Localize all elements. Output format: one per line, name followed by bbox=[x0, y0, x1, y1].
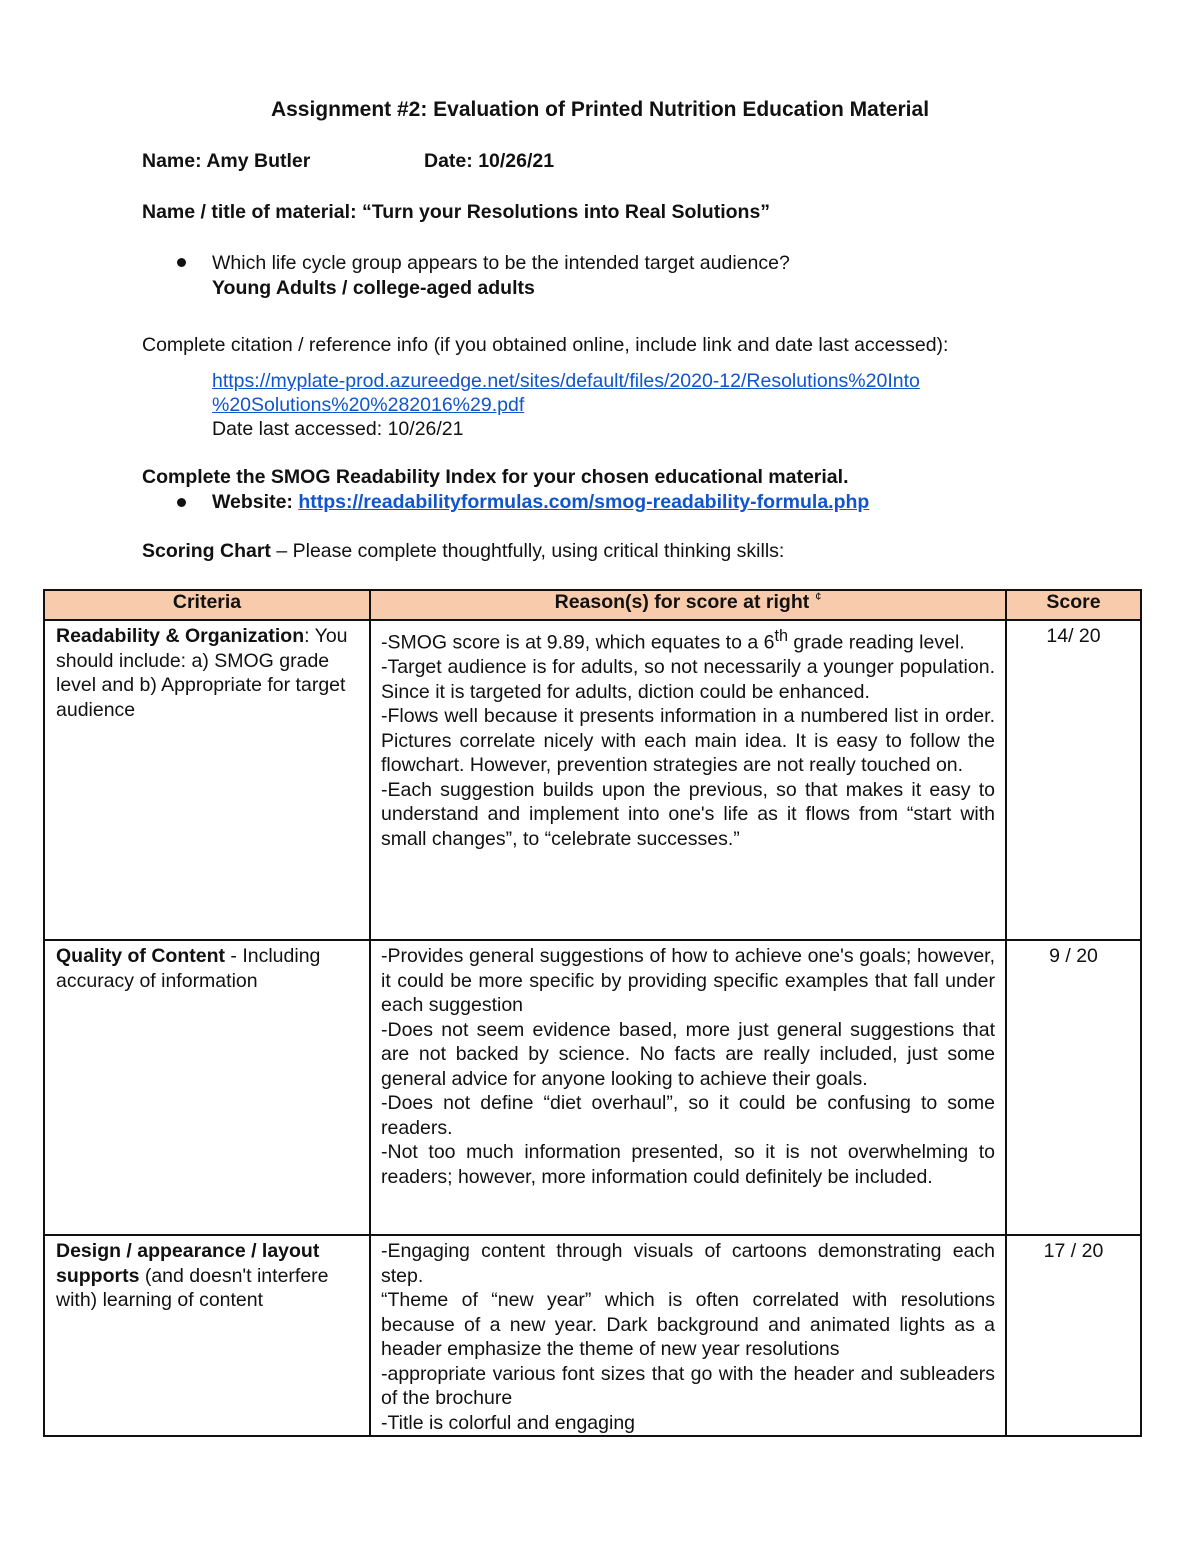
date-label: Date: bbox=[424, 150, 473, 172]
criteria-cell bbox=[44, 940, 370, 1235]
score-cell: 17 / 20 bbox=[1006, 1235, 1141, 1436]
score-cell: 9 / 20 bbox=[1006, 940, 1141, 1235]
smog-heading: Complete the SMOG Readability Index for your chosen educational material. bbox=[142, 466, 849, 488]
reason-item: -Engaging content through visuals of cartoons demonstrating each step. bbox=[381, 1240, 995, 1287]
material-label: Name / title of material: bbox=[142, 201, 357, 223]
criteria-title: Readability & Organization bbox=[56, 625, 305, 647]
material-line bbox=[142, 201, 770, 224]
date-field bbox=[424, 150, 554, 173]
audience-block bbox=[212, 251, 790, 301]
scoring-instructions: – Please complete thoughtfully, using critical thinking skills: bbox=[270, 540, 785, 562]
page-title: Assignment #2: Evaluation of Printed Nutrition Education Material bbox=[270, 98, 930, 121]
citation-link[interactable]: https://myplate-prod.azureedge.net/sites/default/files/2020-12/Resolutions%20Into bbox=[212, 370, 920, 392]
material-title: “Turn your Resolutions into Real Solutions” bbox=[361, 201, 771, 223]
criteria-description: : You should include: a) SMOG grade level and b) Appropriate for target audience bbox=[56, 625, 348, 721]
reason-item: -SMOG score is at 9.89, which equates to a 6th grade reading level. bbox=[381, 627, 965, 654]
audience-answer: Young Adults / college-aged adults bbox=[212, 277, 535, 299]
table-row bbox=[44, 620, 1141, 940]
date-value: 10/26/21 bbox=[478, 150, 555, 172]
reason-item: -Flows well because it presents information in a numbered list in order. Pictures correlate nicely with each main idea. It is easy to follow the flowchart. However, prevention strategies are not really touched on. bbox=[381, 705, 995, 776]
criteria-description: (and doesn't interfere with) learning of content bbox=[56, 1264, 329, 1311]
reason-item: -Each suggestion builds upon the previous, so that makes it easy to understand and implement into one's life as it flows from “start with small changes”, to “celebrate successes.” bbox=[381, 778, 995, 850]
table-header-row bbox=[44, 590, 1141, 620]
score-cell: 14/ 20 bbox=[1006, 620, 1141, 940]
name-value: Amy Butler bbox=[206, 150, 311, 172]
citation-prompt: Complete citation / reference info (if you obtained online, include link and date last accessed): bbox=[142, 334, 949, 356]
criteria-cell bbox=[44, 1235, 370, 1436]
reason-item: -Does not define “diet overhaul”, so it could be confusing to some readers. bbox=[381, 1092, 995, 1139]
table-row bbox=[44, 1235, 1141, 1436]
date-accessed: Date last accessed: 10/26/21 bbox=[212, 418, 464, 440]
scoring-chart bbox=[43, 589, 1142, 1437]
website-label: Website: bbox=[212, 491, 293, 513]
header-score: Score bbox=[1006, 590, 1141, 620]
criteria-title: Quality of Content bbox=[56, 945, 225, 967]
reason-item: -Target audience is for adults, so not necessarily a younger population. Since it is targeted for adults, diction could be enhanced. bbox=[381, 656, 995, 703]
scoring-label: Scoring Chart bbox=[142, 540, 271, 562]
reason-cell bbox=[370, 620, 1006, 940]
citation-link-continued[interactable]: %20Solutions%20%282016%29.pdf bbox=[212, 394, 525, 416]
scoring-line bbox=[142, 540, 784, 563]
audience-question: Which life cycle group appears to be the intended target audience? bbox=[212, 252, 790, 274]
criteria-title: Design / appearance / layout supports bbox=[56, 1240, 320, 1287]
comment-marker-icon: ¢ bbox=[815, 591, 822, 603]
citation-block bbox=[212, 369, 920, 441]
website-line bbox=[212, 491, 869, 514]
name-label: Name: bbox=[142, 150, 202, 172]
reason-item: -Title is colorful and engaging bbox=[381, 1411, 636, 1434]
bullet-icon bbox=[177, 498, 186, 507]
header-reason bbox=[370, 590, 1006, 620]
reason-cell bbox=[370, 940, 1006, 1235]
reason-cell bbox=[370, 1235, 1006, 1436]
header-criteria: Criteria bbox=[44, 590, 370, 620]
name-date-line bbox=[142, 150, 555, 173]
reason-item: -Does not seem evidence based, more just general suggestions that are not backed by science. No facts are really included, just some general advice for anyone looking to achieve their goals. bbox=[381, 1018, 995, 1090]
table-row bbox=[44, 940, 1141, 1235]
header-reason-label: Reason(s) for score at right bbox=[554, 591, 810, 613]
bullet-icon bbox=[177, 258, 186, 267]
reason-item: -appropriate various font sizes that go with the header and subleaders of the brochure bbox=[381, 1362, 995, 1409]
name-field bbox=[142, 150, 310, 172]
criteria-cell bbox=[44, 620, 370, 940]
reason-item: -Provides general suggestions of how to achieve one's goals; however, it could be more specific by providing specific examples that fall under each suggestion bbox=[381, 945, 995, 1016]
criteria-description: - Including accuracy of information bbox=[56, 945, 321, 992]
reason-item: -Not too much information presented, so it is not overwhelming to readers; however, more information could definitely be included. bbox=[381, 1141, 995, 1188]
reason-item: “Theme of “new year” which is often correlated with resolutions because of a new year. Dark background and animated lights as a header emphasize the theme of new year resolutions bbox=[381, 1289, 995, 1360]
website-link[interactable]: https://readabilityformulas.com/smog-readability-formula.php bbox=[298, 491, 870, 513]
